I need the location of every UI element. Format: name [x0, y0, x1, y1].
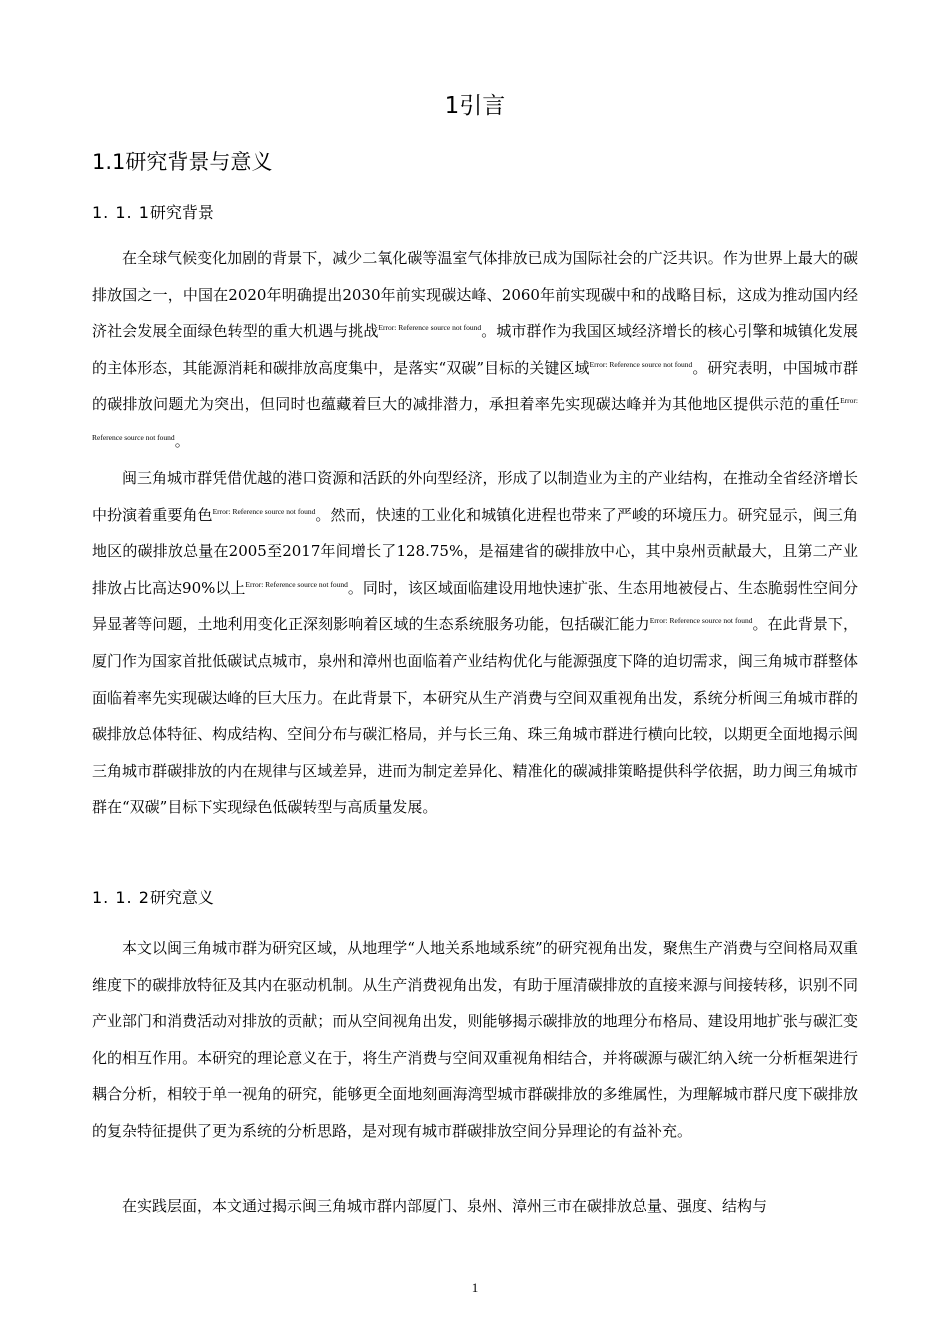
background-paragraph-1: [92, 240, 858, 460]
subsection-heading-background: [92, 200, 214, 226]
citation-error-marker: Error: Reference source not found: [589, 359, 693, 369]
subsection-title: 研究意义: [149, 888, 214, 907]
section-title: 1.1研究背景与意义: [92, 150, 273, 174]
paragraph-text: 在全球气候变化加剧的背景下，减少二氧化碳等温室气体排放已成为国际社会的广泛共识。作为世界上最大的碳排放国之一，中国在2020年明确提出2030年前实现碳达峰、2060年前实现碳中和的战略目标，这成为推动国内经济社会发展全面绿色转型的重大机遇与挑战: [92, 249, 858, 341]
paragraph-text: 。研究表明，中国城市群的碳排放问题尤为突出，但同时也蕴藏着巨大的减排潜力，承担着率先实现碳达峰并为其他地区提供示范的重任: [92, 358, 858, 414]
page-number: 1: [471, 1280, 479, 1295]
citation-error-marker: Error: Reference source not found: [92, 396, 858, 442]
citation-error-marker: Error: Reference source not found: [212, 506, 316, 516]
paragraph-text: 闽三角城市群凭借优越的港口资源和活跃的外向型经济，形成了以制造业为主的产业结构，在推动全省经济增长中扮演着重要角色: [92, 469, 858, 524]
chapter-title: 1引言: [444, 93, 506, 119]
citation-error-marker: Error: Reference source not found: [378, 323, 482, 333]
subsection-number: 1. 1. 2: [92, 888, 150, 907]
subsection-number: 1. 1. 1: [92, 203, 150, 222]
paragraph-text: 。同时，该区域面临建设用地快速扩张、生态用地被侵占、生态脆弱性空间分异显著等问题，土地利用变化正深刻影响着区域的生态系统服务功能，包括碳汇能力: [92, 578, 858, 634]
paragraph-text: 。: [174, 431, 190, 450]
subsection-heading-significance: [92, 885, 214, 911]
background-paragraph-2: [92, 460, 858, 826]
paragraph-text: 。在此背景下，厦门作为国家首批低碳试点城市，泉州和漳州也面临着产业结构优化与能源强度下降的迫切需求，闽三角城市群整体面临着率先实现碳达峰的巨大压力。在此背景下，本研究从生产消费与空间双重视角出发，系统分析闽三角城市群的碳排放总体特征、构成结构、空间分布与碳汇格局，并与长三角、珠三角城市群进行横向比较，以期更全面地揭示闽三角城市群碳排放的内在规律与区域差异，进而为制定差异化、精准化的碳减排策略提供科学依据，助力闽三角城市群在“双碳”目标下实现绿色低碳转型与高质量发展。: [92, 615, 858, 817]
significance-paragraph-1: 本文以闽三角城市群为研究区域，从地理学“人地关系地域系统”的研究视角出发，聚焦生产消费与空间格局双重维度下的碳排放特征及其内在驱动机制。从生产消费视角出发，有助于厘清碳排放的直接来源与间接转移，识别不同产业部门和消费活动对排放的贡献；而从空间视角出发，则能够揭示碳排放的地理分布格局、建设用地扩张与碳汇变化的相互作用。本研究的理论意义在于，将生产消费与空间双重视角相结合，并将碳源与碳汇纳入统一分析框架进行耦合分析，相较于单一视角的研究，能够更全面地刻画海湾型城市群碳排放的多维属性，为理解城市群尺度下碳排放的复杂特征提供了更为系统的分析思路，是对现有城市群碳排放空间分异理论的有益补充。: [92, 939, 858, 1140]
citation-error-marker: Error: Reference source not found: [649, 616, 753, 626]
paragraph-text: 。然而，快速的工业化和城镇化进程也带来了严峻的环境压力。研究显示，闽三角地区的碳排放总量在2005至2017年间增长了128.75%，是福建省的碳排放中心，其中泉州贡献最大，且第二产业排放占比高达90%以上: [92, 505, 858, 597]
significance-paragraph-2: 在实践层面，本文通过揭示闽三角城市群内部厦门、泉州、漳州三市在碳排放总量、强度、结构与: [122, 1197, 768, 1215]
paragraph-text: 。城市群作为我国区域经济增长的核心引擎和城镇化发展的主体形态，其能源消耗和碳排放高度集中，是落实“双碳”目标的关键区域: [92, 322, 858, 377]
subsection-title: 研究背景: [149, 203, 214, 222]
citation-error-marker: Error: Reference source not found: [245, 579, 348, 589]
